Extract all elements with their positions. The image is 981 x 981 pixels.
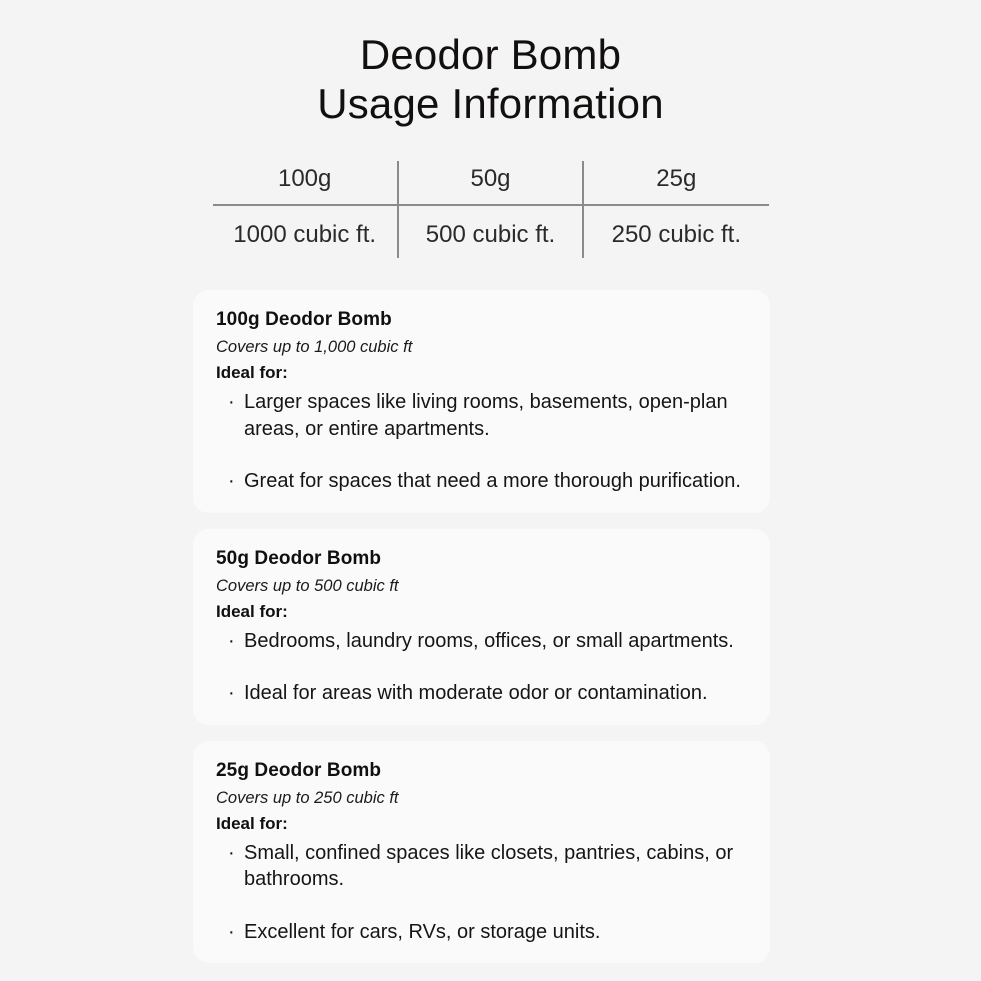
bullet-icon: ·	[228, 629, 235, 652]
coverage-table-header-row	[213, 161, 769, 205]
list-item	[216, 919, 764, 946]
product-card-100g	[193, 290, 770, 513]
list-item	[216, 628, 764, 655]
list-item	[216, 389, 764, 442]
product-card-25g-coverage: Covers up to 250 cubic ft	[216, 788, 399, 807]
product-card-100g-title: 100g Deodor Bomb	[216, 309, 392, 330]
coverage-table-row	[213, 205, 769, 258]
list-item-text: Bedrooms, laundry rooms, offices, or small apartments.	[244, 629, 734, 652]
product-card-100g-content	[193, 308, 770, 495]
list-item-text: Excellent for cars, RVs, or storage units.	[244, 920, 601, 943]
product-card-25g-ideal-label: Ideal for:	[216, 813, 288, 833]
product-cards-list	[193, 290, 770, 963]
product-card-50g-ideal-label: Ideal for:	[216, 601, 288, 621]
list-item-text: Great for spaces that need a more thorough purification.	[244, 470, 741, 492]
list-item-text: Larger spaces like living rooms, basements, open-plan areas, or entire apartments.	[244, 391, 728, 440]
product-card-25g-content	[193, 759, 770, 946]
coverage-column-header-25g: 25g	[583, 161, 768, 205]
coverage-value-50g: 500 cubic ft.	[398, 205, 583, 258]
list-item	[216, 468, 764, 495]
list-item-text: Ideal for areas with moderate odor or contamination.	[244, 682, 708, 704]
product-card-100g-ideal-label: Ideal for:	[216, 363, 288, 382]
product-card-100g-coverage: Covers up to 1,000 cubic ft	[216, 338, 413, 356]
product-card-25g-title: 25g Deodor Bomb	[216, 759, 382, 781]
product-card-25g-bullets	[216, 840, 764, 946]
coverage-column-header-50g: 50g	[398, 161, 583, 205]
product-card-50g-bullets	[216, 628, 764, 707]
product-card-50g-content	[193, 547, 770, 707]
product-card-50g-coverage: Covers up to 500 cubic ft	[216, 576, 399, 595]
coverage-table	[213, 161, 769, 258]
page-title-line-2: Usage Information	[317, 80, 664, 127]
bullet-icon: ·	[228, 391, 235, 413]
product-card-50g	[193, 529, 770, 725]
list-item	[216, 840, 764, 893]
page-title	[0, 0, 981, 128]
bullet-icon: ·	[228, 682, 235, 704]
bullet-icon: ·	[228, 470, 235, 492]
product-card-25g	[193, 741, 770, 964]
list-item-text: Small, confined spaces like closets, pantries, cabins, or bathrooms.	[244, 841, 734, 890]
list-item	[216, 680, 764, 707]
coverage-value-25g: 250 cubic ft.	[583, 205, 768, 258]
page-title-line-1: Deodor Bomb	[359, 31, 622, 78]
product-card-100g-bullets	[216, 389, 764, 495]
coverage-value-100g: 1000 cubic ft.	[233, 221, 377, 248]
bullet-icon: ·	[228, 920, 235, 943]
bullet-icon: ·	[228, 841, 235, 864]
product-card-50g-title: 50g Deodor Bomb	[216, 547, 382, 569]
coverage-column-header-100g: 100g	[213, 161, 398, 205]
